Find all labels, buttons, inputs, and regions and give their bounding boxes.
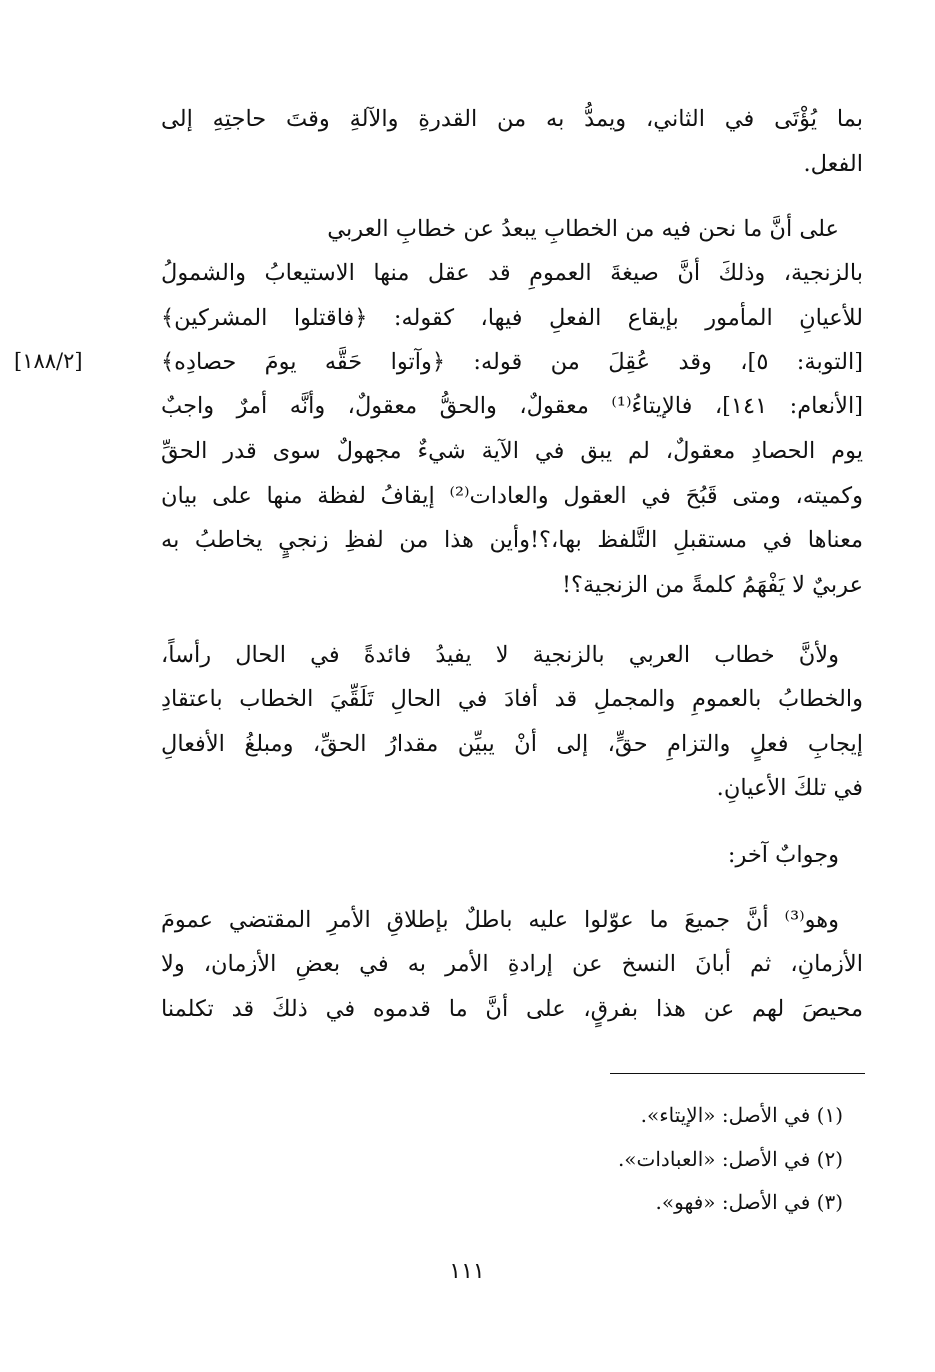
footnote: (٢) في الأصل: «العبادات».: [617, 1147, 843, 1171]
footnote-separator: [610, 1073, 865, 1074]
text-line: [الأنعام: ١٤١]، فالإيتاءُ⁽¹⁾ معقولٌ، والحقُّ معقولٌ، وأنَّه أمرٌ واجبٌ: [161, 393, 863, 419]
text-line: وجوابٌ آخر:: [727, 842, 839, 868]
text-line: في تلكَ الأعيانِ.: [716, 775, 863, 801]
text-line: للأعيانِ المأمور بإيقاع الفعلِ فيها، كقوله: ﴿فاقتلوا المشركين﴾: [161, 305, 863, 331]
footnote: (١) في الأصل: «الإيتاء».: [640, 1103, 843, 1127]
text-line: بما يُؤْتَى في الثاني، ويمدُّ به من القدرةِ والآلةِ وقتَ حاجتِهِ إلى: [161, 106, 863, 132]
text-line: يوم الحصادِ معقولٌ، لم يبق في الآية شيءٌ مجهولٌ سوى قدر الحقِّ: [161, 438, 863, 464]
page-number: ١١١: [449, 1259, 485, 1284]
text-line: وهو⁽³⁾ أنَّ جميعَ ما عوّلوا عليه باطلٌ بإطلاقِ الأمرِ المقتضي عمومَ: [161, 907, 839, 933]
text-line: على أنَّ ما نحن فيه من الخطابِ يبعدُ عن خطابِ العربي: [327, 216, 839, 242]
footnote: (٣) في الأصل: «فهو».: [655, 1190, 843, 1214]
text-line: معناها في مستقبلِ التَّلفظ بها،؟!وأين هذا من لفظِ زنجيٍ يخاطبُ به: [161, 527, 863, 553]
text-line: الفعل.: [803, 151, 863, 177]
text-line: وكميته، ومتى قَبُحَ في العقول والعادات⁽²⁾ إيقافُ لفظة منها على بيان: [161, 483, 863, 509]
text-line: محيصَ لهم عن هذا بفرقٍ، على أنَّ ما قدموه في ذلكَ قد تكلمنا: [161, 996, 863, 1022]
text-line: عربيٌ لا يَفْهَمُ كلمةً من الزنجية؟!: [562, 572, 863, 598]
text-line: بالزنجية، وذلكَ أنَّ صيغةَ العمومِ قد عقل منها الاستيعابُ والشمولُ: [161, 260, 863, 286]
text-line: والخطابُ بالعمومِ والمجملِ قد أفادَ في الحالِ تَلَقِّيَ الخطاب باعتقادِ: [161, 686, 863, 712]
text-line: إيجابِ فعلٍ والتزامِ حقٍّ، إلى أنْ يبيِّن مقدارُ الحقِّ، ومبلغُ الأفعالِ: [161, 731, 863, 757]
margin-reference: [١٨٨/٢]: [14, 349, 83, 373]
text-line: [التوبة: ٥]، وقد عُقِلَ من قوله: ﴿وآتوا حَقَّه يومَ حصادِه﴾: [161, 349, 863, 375]
text-line: الأزمانِ، ثم أبانَ النسخ عن إرادةِ الأمر به في بعضِ الأزمان، ولا: [161, 951, 863, 977]
text-line: ولأنَّ خطاب العربي بالزنجية لا يفيدُ فائدةً في الحال رأساً،: [161, 642, 839, 668]
